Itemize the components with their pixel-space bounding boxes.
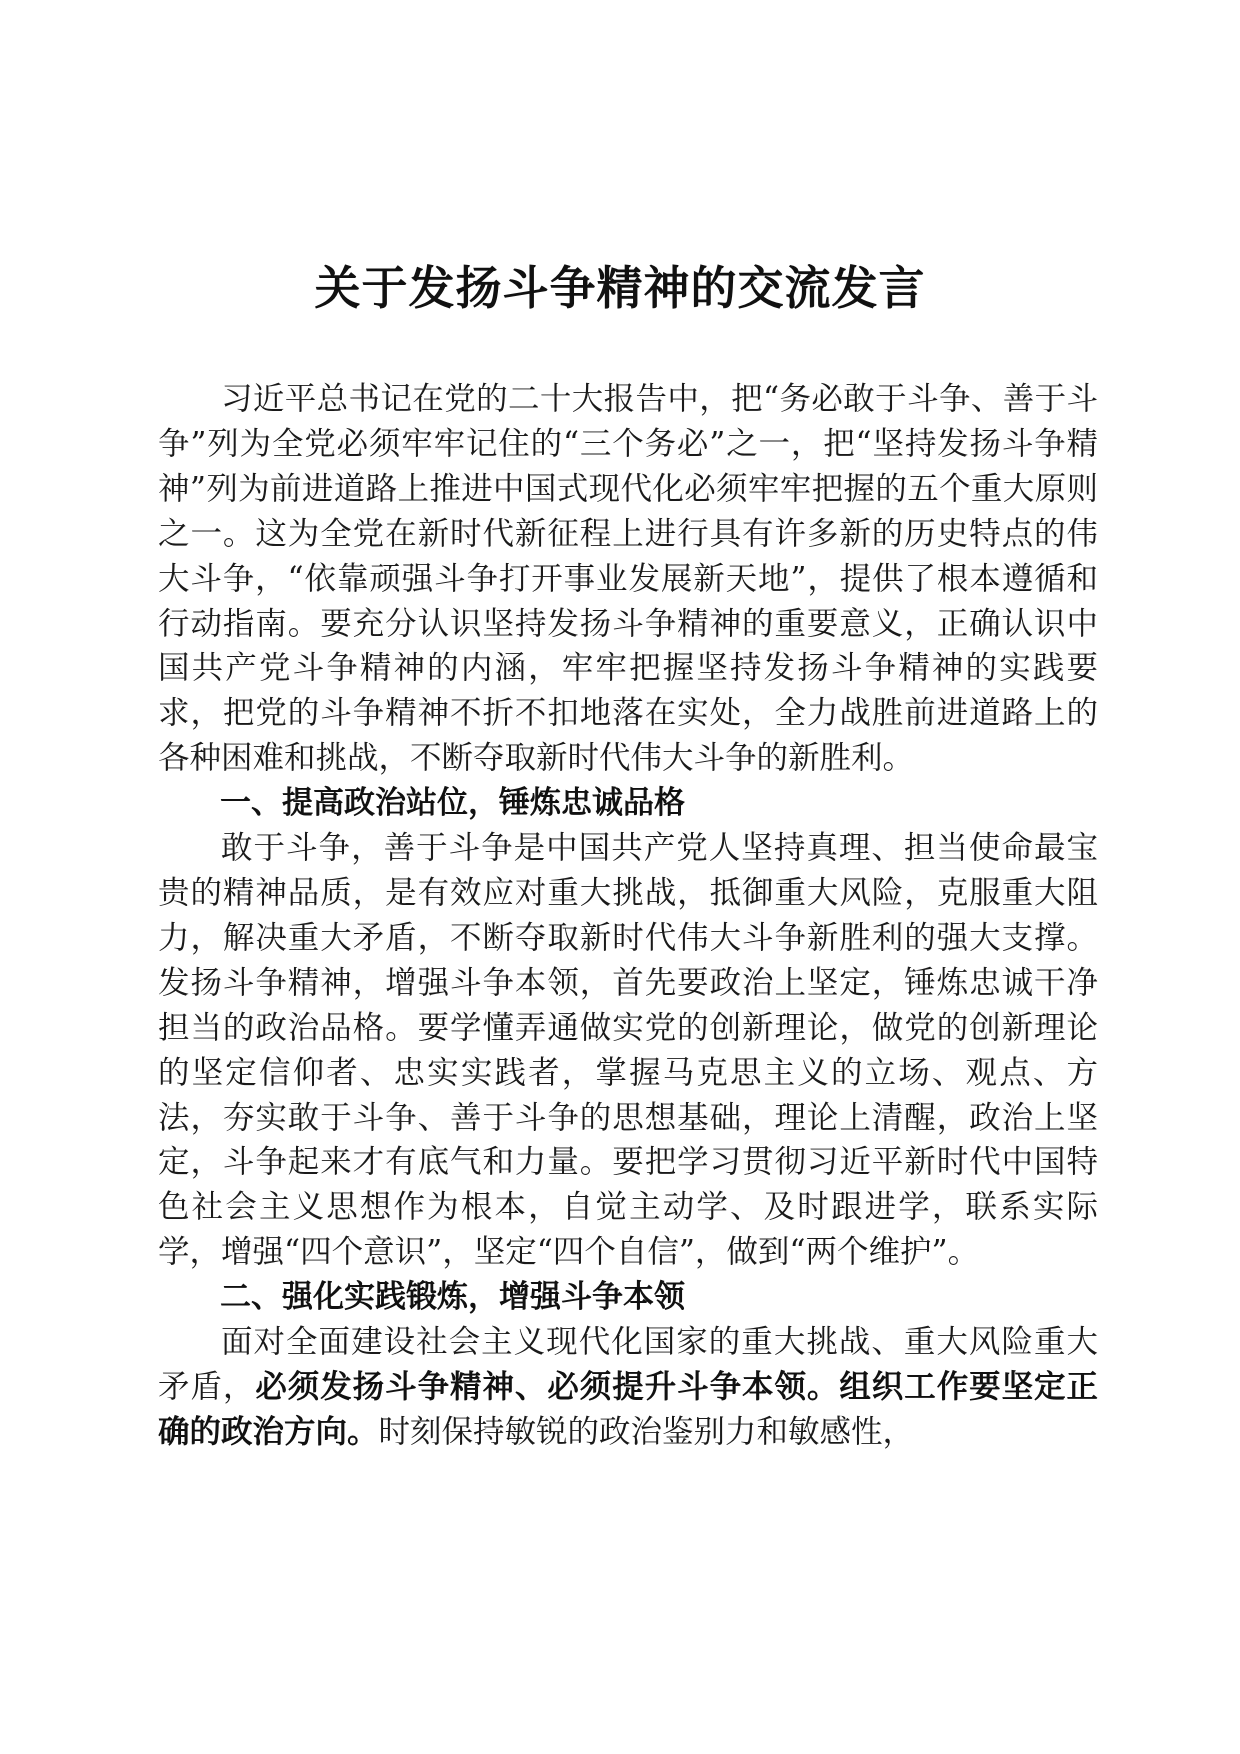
paragraph-section-2-end: 时刻保持敏锐的政治鉴别力和敏感性， (378, 1413, 915, 1450)
document-body (158, 377, 1098, 1455)
section-heading-1: 一、提高政治站位，锤炼忠诚品格 (220, 785, 685, 822)
paragraph-section-2-emphasis: 必须发扬斗争精神、必须提升斗争本领。组织工作要坚定正确的政治方向。 (158, 1368, 1098, 1450)
section-heading-2: 二、强化实践锻炼，增强斗争本领 (220, 1279, 685, 1316)
paragraph-section-1: 敢于斗争，善于斗争是中国共产党人坚持真理、担当使命最宝贵的精神品质，是有效应对重大挑战，抵御重大风险，克服重大阻力，解决重大矛盾，不断夺取新时代伟大斗争新胜利的强大支撑。发扬斗争精神，增强斗争本领，首先要政治上坚定，锤炼忠诚干净担当的政治品格。要学懂弄通做实党的创新理论，做党的创新理论的坚定信仰者、忠实实践者，掌握马克思主义的立场、观点、方法，夯实敢于斗争、善于斗争的思想基础，理论上清醒，政治上坚定，斗争起来才有底气和力量。要把学习贯彻习近平新时代中国特色社会主义思想作为根本，自觉主动学、及时跟进学，联系实际学，增强“四个意识”，坚定“四个自信”，做到“两个维护”。 (158, 830, 1098, 1271)
document-title: 关于发扬斗争精神的交流发言 (314, 261, 926, 315)
paragraph-section-2-start: 面对全面建设社会主义现代化国家的重大挑战、重大风险重大矛盾， (158, 1324, 1098, 1405)
paragraph-intro: 习近平总书记在党的二十大报告中，把“务必敢于斗争、善于斗争”列为全党必须牢牢记住的“三个务必”之一，把“坚持发扬斗争精神”列为前进道路上推进中国式现代化必须牢牢把握的五个重大原则之一。这为全党在新时代新征程上进行具有许多新的历史特点的伟大斗争，“依靠顽强斗争打开事业发展新天地”，提供了根本遵循和行动指南。要充分认识坚持发扬斗争精神的重要意义，正确认识中国共产党斗争精神的内涵，牢牢把握坚持发扬斗争精神的实践要求，把党的斗争精神不折不扣地落在实处，全力战胜前进道路上的各种困难和挑战，不断夺取新时代伟大斗争的新胜利。 (158, 381, 1098, 777)
paragraph-section-2 (158, 1320, 1098, 1455)
